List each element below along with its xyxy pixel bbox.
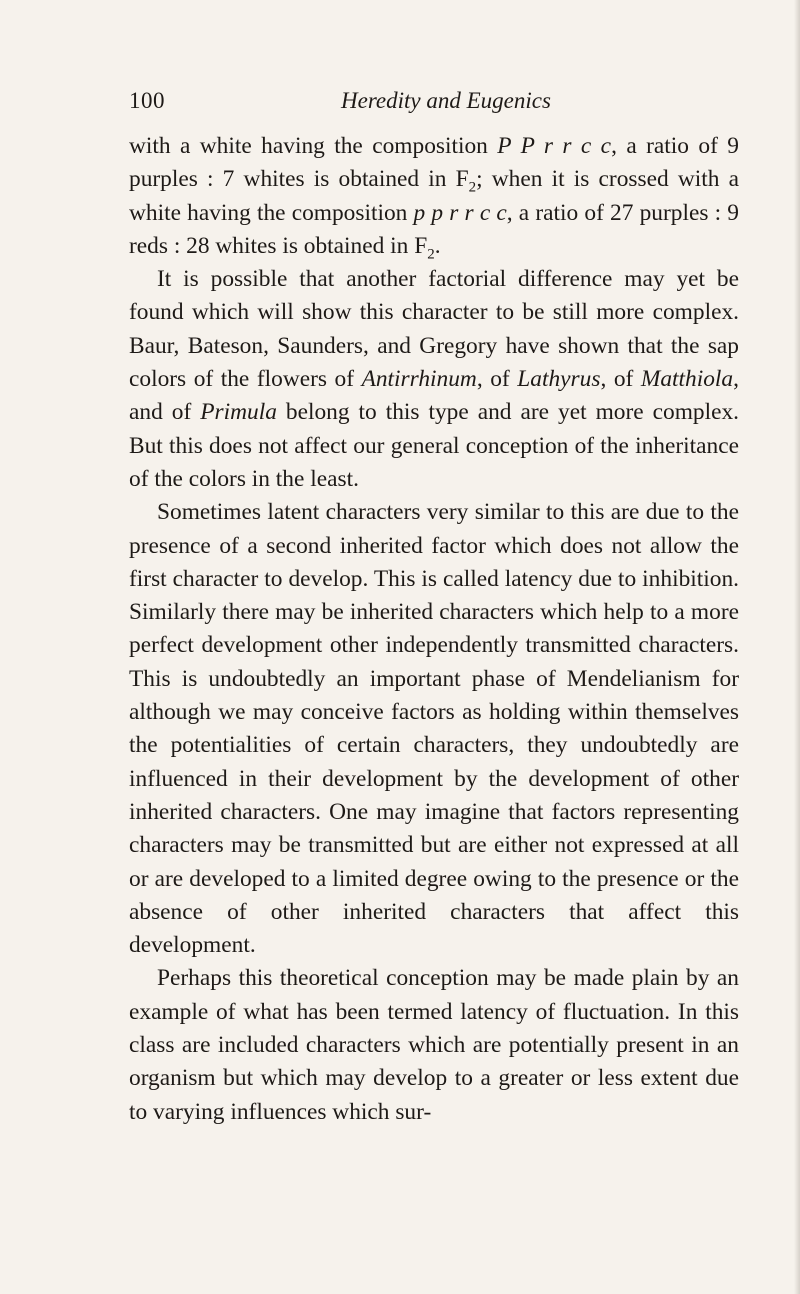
paragraph [129, 496, 739, 962]
italic-term: Matthiola [640, 366, 734, 393]
paragraph [129, 962, 739, 1128]
text-run: belong to this type and are yet more complex. But this does not affect our general conception of the inheritance of the colors in the least. [129, 399, 740, 492]
subscript: 2 [468, 179, 477, 196]
text-run: , of [600, 366, 641, 393]
running-title: Heredity and Eugenics [341, 88, 551, 113]
text-run: , a ratio of 9 purples : 7 whites is obtained in F [129, 133, 739, 193]
text-run: It is possible that another factorial difference may yet be found which will show this character to be still more complex. Baur, Bateson, Saunders, and Gregory have shown that the sap colors of the flowers of [129, 266, 739, 393]
page-edge-shadow [794, 0, 800, 1294]
paragraph [129, 130, 739, 263]
body-text [129, 130, 739, 1129]
page-number: 100 [129, 88, 165, 113]
italic-term: P P r r c c [497, 133, 612, 159]
italic-term: Antirrhinum [361, 366, 477, 393]
text-run: , and of [129, 366, 739, 426]
text-run: with a white having the composition [129, 133, 498, 159]
italic-term: Primula [200, 399, 277, 426]
running-head [129, 88, 739, 120]
text-run: , of [476, 366, 518, 393]
paragraph [129, 263, 739, 496]
text-run: . [434, 232, 441, 259]
text-run: Sometimes latent characters very similar to this are due to the presence of a second inherited factor which does not allow the first character to develop. This is called latency due to inhibition. Similarly there may be inherited characters which help to a more perfect development other independently transmitted characters. This is undoubtedly an important phase of Mendelianism for although we may conceive factors as holding within themselves the potentialities of certain characters, they undoubtedly are influenced in their development by the development of other inherited characters. One may imagine that factors representing characters may be transmitted but are either not expressed at all or are developed to a limited degree owing to the presence or the absence of other inherited characters that affect this development. [129, 499, 739, 959]
text-run: , a ratio of 27 purples : 9 reds : 28 whites is obtained in F [129, 199, 739, 259]
italic-term: p p r r c c [413, 199, 507, 226]
text-run: Perhaps this theoretical conception may be made plain by an example of what has been termed latency of fluctuation. In this class are included characters which are potentially present in an organism but which may develop to a greater or less extent due to varying influences which sur- [129, 965, 739, 1125]
text-run: ; when it is crossed with a white having the composition [129, 166, 739, 226]
subscript: 2 [427, 246, 435, 263]
italic-term: Lathyrus [517, 366, 601, 393]
